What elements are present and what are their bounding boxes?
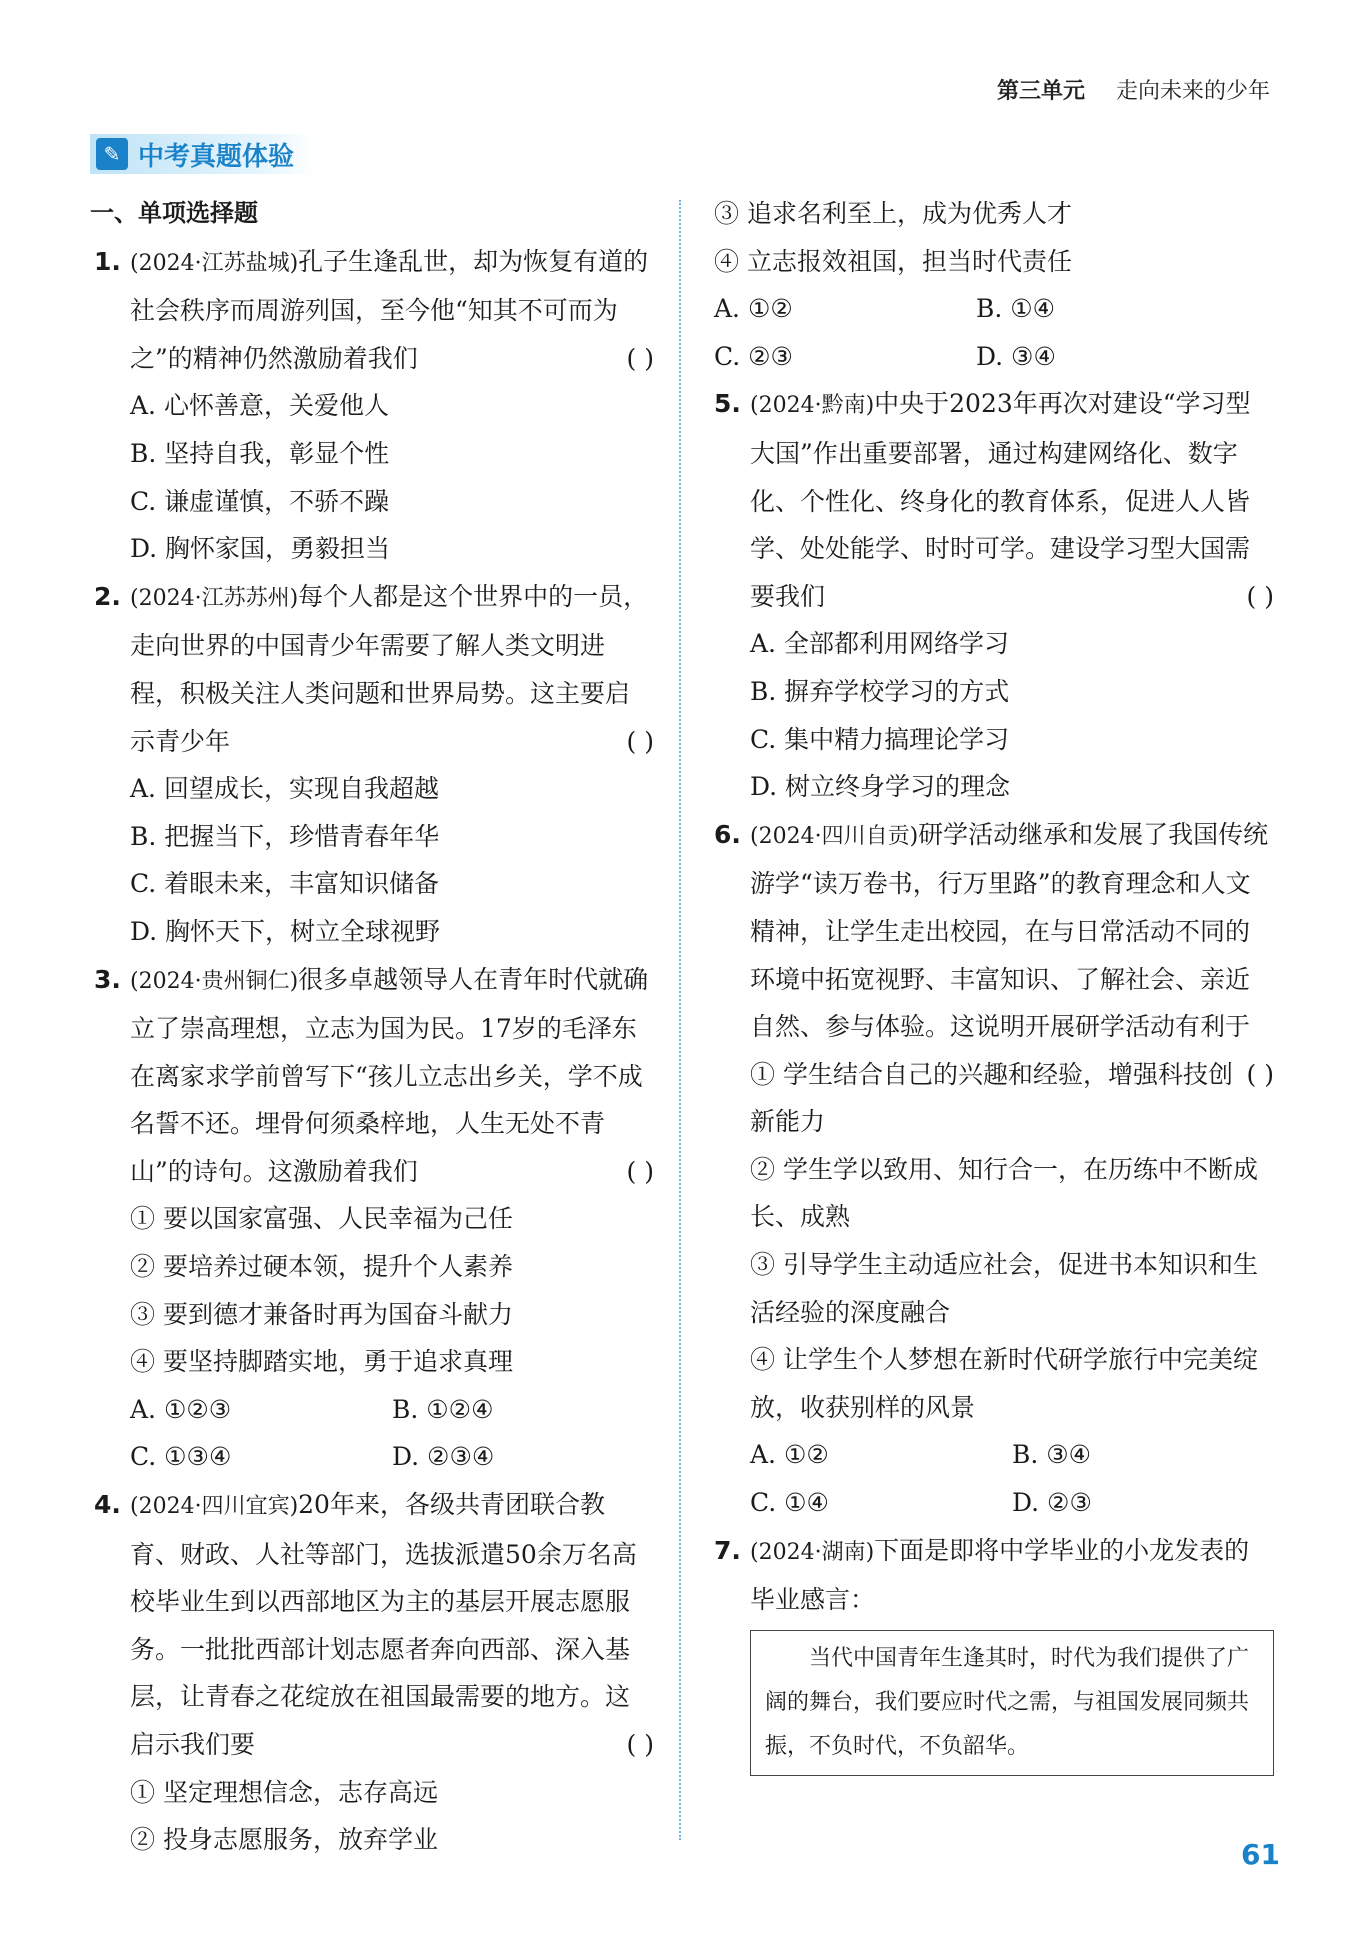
question-source: (2024·四川自贡) <box>750 823 919 849</box>
option-c: C. 谦虚谨慎，不骄不躁 <box>130 486 390 516</box>
question-2 <box>94 573 654 765</box>
question-4 <box>94 1481 654 1769</box>
question-text: 下面是即将中学毕业的小龙发表的毕业感言： <box>750 1535 1250 1615</box>
option-b: B. ①②④ <box>392 1394 494 1424</box>
statement-3: ③ 引导学生主动适应社会，促进书本知识和生活经验的深度融合 <box>750 1250 1258 1327</box>
statement-2: ② 学生学以致用、知行合一，在历练中不断成长、成熟 <box>750 1154 1258 1232</box>
choice-row <box>94 1433 654 1481</box>
statement-3: ③ 要到德才兼备时再为国奋斗献力 <box>130 1299 513 1329</box>
left-column <box>90 190 654 1864</box>
question-source: (2024·贵州铜仁) <box>130 968 299 994</box>
part-heading: 一、单项选择题 <box>90 199 258 227</box>
choice-row <box>714 1431 1274 1479</box>
option-b: B. 把握当下，珍惜青春年华 <box>130 821 440 851</box>
question-source: (2024·黔南) <box>750 393 875 419</box>
option-c: C. 集中精力搞理论学习 <box>750 724 1010 754</box>
answer-bracket: ( ) <box>626 1730 654 1759</box>
statement-1: ① 要以国家富强、人民幸福为己任 <box>130 1204 513 1234</box>
option-c: C. ①③④ <box>130 1442 232 1472</box>
question-text: 20年来，各级共青团联合教育、财政、人社等部门，选拔派遣50余万名高校毕业生到以西部地区为主的基层开展志愿服务。一批批西部计划志愿者奔向西部、深入基层，让青春之花绽放在祖国最需要的地方。这启示我们要 <box>130 1490 637 1759</box>
page-header <box>997 74 1270 105</box>
choice-row <box>714 285 1274 333</box>
statement-4: ④ 要坚持脚踏实地，勇于追求真理 <box>130 1347 513 1377</box>
option-a: A. 回望成长，实现自我超越 <box>130 774 439 804</box>
question-3 <box>94 956 654 1196</box>
question-5 <box>714 380 1274 620</box>
pencil-icon: ✎ <box>96 138 128 170</box>
option-a: A. 全部都利用网络学习 <box>750 629 1009 659</box>
option-d: D. ②③ <box>1012 1488 1092 1518</box>
option-b: B. 坚持自我，彰显个性 <box>130 438 390 468</box>
answer-bracket: ( ) <box>1246 581 1274 611</box>
question-number: 7. <box>714 1535 741 1565</box>
statement-1: ① 坚定理想信念，志存高远 <box>130 1777 438 1807</box>
statement-4: ④ 让学生个人梦想在新时代研学旅行中完美绽放，收获别样的风景 <box>750 1345 1258 1422</box>
question-1 <box>94 238 654 383</box>
answer-bracket: ( ) <box>626 726 654 756</box>
section-title <box>90 134 314 174</box>
option-d: D. 胸怀家国，勇毅担当 <box>130 534 391 564</box>
option-a: A. ①②③ <box>130 1394 232 1424</box>
unit-label: 第三单元 <box>996 79 1085 104</box>
option-d: D. 胸怀天下，树立全球视野 <box>130 916 441 946</box>
choice-row <box>94 1386 654 1434</box>
question-source: (2024·江苏盐城) <box>130 250 299 276</box>
quote-box: 当代中国青年生逢其时，时代为我们提供了广阔的舞台，我们要应时代之需，与祖国发展同频共振，不负时代，不负韶华。 <box>750 1630 1274 1776</box>
option-a: A. ①② <box>750 1440 829 1470</box>
question-number: 2. <box>94 581 121 611</box>
question-text: 孔子生逢乱世，却为恢复有道的社会秩序而周游列国，至今他“知其不可而为之”的精神仍然激励着我们 <box>130 246 649 373</box>
option-c: C. ①④ <box>750 1488 829 1518</box>
statement-4: ④ 立志报效祖国，担当时代责任 <box>714 246 1072 276</box>
right-column <box>714 190 1274 1776</box>
option-a: A. 心怀善意，关爱他人 <box>130 391 389 421</box>
question-source: (2024·四川宜宾) <box>130 1494 299 1520</box>
option-b: B. ③④ <box>1012 1440 1092 1470</box>
option-c: C. ②③ <box>714 341 793 371</box>
question-6 <box>714 811 1274 1089</box>
question-text: 研学活动继承和发展了我国传统游学“读万卷书，行万里路”的教育理念和人文精神，让学生走出校园，在与日常活动不同的环境中拓宽视野、丰富知识、了解社会、亲近自然、参与体验。这说明开展研学活动有利于 <box>750 819 1269 1042</box>
section-title-text: 中考真题体验 <box>138 141 295 172</box>
option-b: B. 摒弃学校学习的方式 <box>750 676 1010 706</box>
question-text: 很多卓越领导人在青年时代就确立了崇高理想，立志为国为民。17岁的毛泽东在离家求学前曾写下“孩儿立志出乡关，学不成名誓不还。埋骨何须桑梓地，人生无处不青山”的诗句。这激励着我们 <box>130 964 649 1186</box>
choice-row <box>714 1479 1274 1527</box>
question-number: 1. <box>94 246 121 276</box>
statement-1: ① 学生结合自己的兴趣和经验，增强科技创新能力 <box>750 1059 1233 1137</box>
question-number: 6. <box>714 819 741 849</box>
statement-2: ② 投身志愿服务，放弃学业 <box>130 1825 438 1855</box>
column-divider <box>679 200 681 1840</box>
question-number: 4. <box>94 1490 121 1520</box>
answer-bracket: ( ) <box>1246 1059 1274 1089</box>
question-source: (2024·江苏苏州) <box>130 585 299 611</box>
option-b: B. ①④ <box>976 294 1056 324</box>
option-a: A. ①② <box>714 294 793 324</box>
question-number: 3. <box>94 964 121 994</box>
option-d: D. 树立终身学习的理念 <box>750 772 1011 802</box>
option-c: C. 着眼未来，丰富知识储备 <box>130 869 440 899</box>
statement-2: ② 要培养过硬本领，提升个人素养 <box>130 1252 513 1282</box>
question-7 <box>714 1527 1274 1624</box>
page-number: 61 <box>1241 1838 1280 1871</box>
unit-title: 走向未来的少年 <box>1115 79 1270 104</box>
option-d: D. ②③④ <box>392 1442 495 1472</box>
question-source: (2024·湖南) <box>750 1539 875 1565</box>
question-text: 每个人都是这个世界中的一员，走向世界的中国青少年需要了解人类文明进程，积极关注人类问题和世界局势。这主要启示青少年 <box>130 581 649 756</box>
option-d: D. ③④ <box>976 341 1056 371</box>
answer-bracket: ( ) <box>626 343 654 373</box>
answer-bracket: ( ) <box>626 1156 654 1186</box>
choice-row <box>714 333 1274 381</box>
statement-3: ③ 追求名利至上，成为优秀人才 <box>714 199 1072 228</box>
question-number: 5. <box>714 389 741 419</box>
question-text: 中央于2023年再次对建设“学习型大国”作出重要部署，通过构建网络化、数字化、个性化、终身化的教育体系，促进人人皆学、处处能学、时时可学。建设学习型大国需要我们 <box>750 389 1251 611</box>
